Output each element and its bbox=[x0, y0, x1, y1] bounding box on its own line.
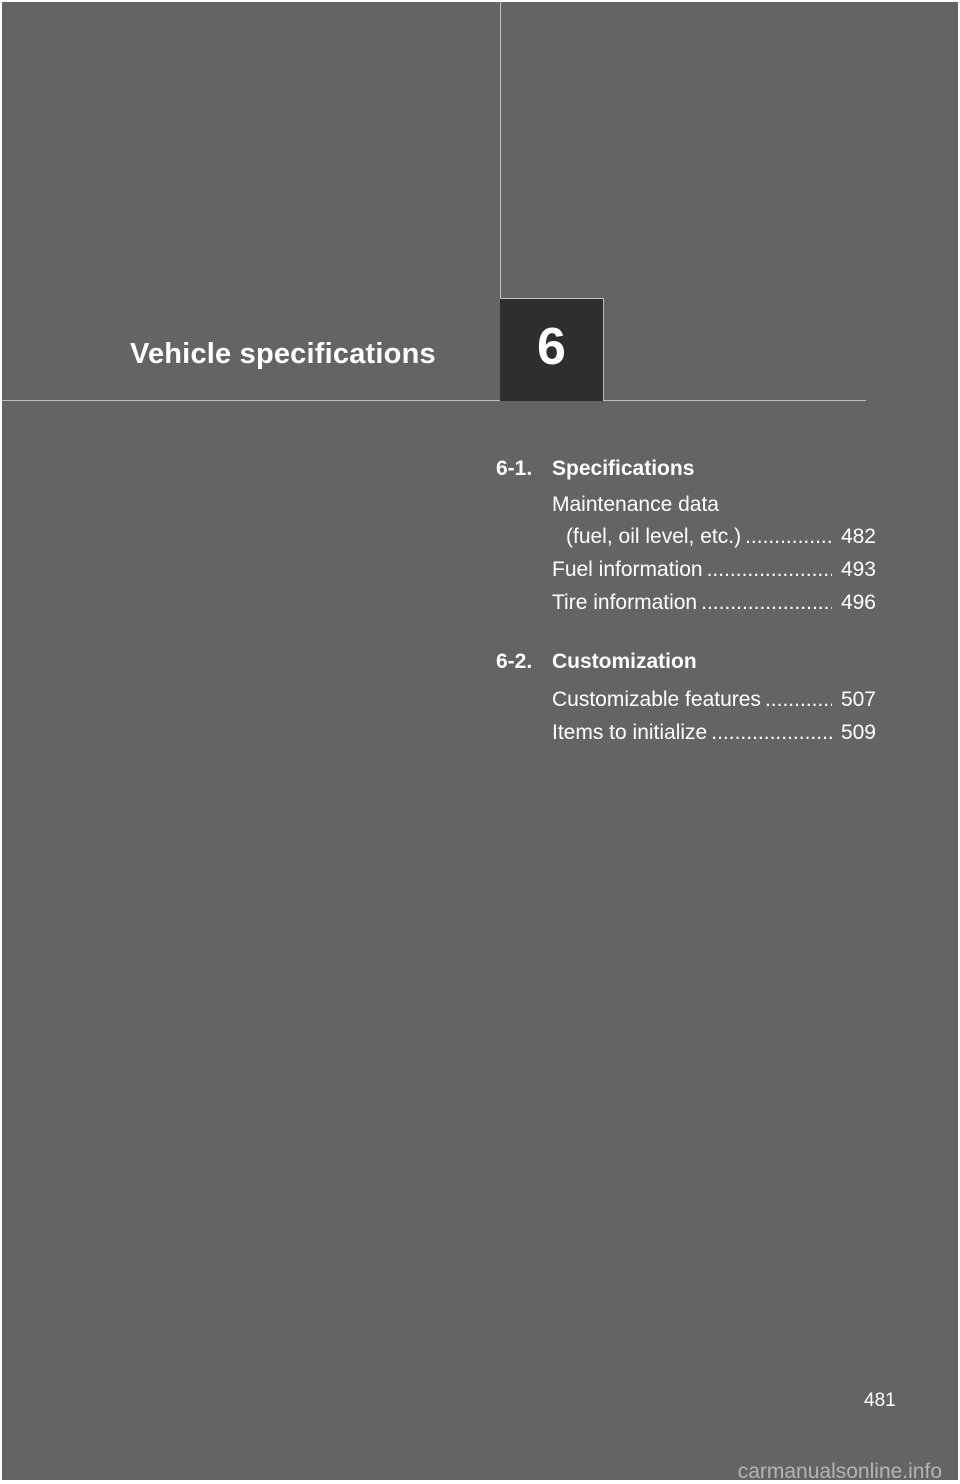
section-title: Customization bbox=[552, 650, 697, 673]
toc-entry-line[interactable]: Maintenance data bbox=[552, 493, 719, 516]
toc-entry-label: Fuel information bbox=[552, 558, 703, 581]
chapter-number: 6 bbox=[537, 318, 566, 376]
page-number: 481 bbox=[864, 1390, 896, 1411]
toc-entry[interactable] bbox=[552, 683, 876, 716]
toc-section-heading[interactable] bbox=[496, 454, 876, 484]
toc-entry[interactable] bbox=[552, 586, 876, 619]
watermark: carmanualsonline.info bbox=[737, 1460, 942, 1483]
toc-entry-page: 482 bbox=[840, 525, 876, 548]
toc-entry[interactable] bbox=[552, 553, 876, 586]
toc-entry[interactable] bbox=[552, 520, 876, 553]
section-number: 6-1. bbox=[496, 457, 533, 480]
chapter-title: Vehicle specifications bbox=[130, 338, 436, 370]
leader-dots bbox=[711, 716, 832, 749]
toc-entry[interactable] bbox=[552, 716, 876, 749]
leader-dots bbox=[701, 586, 832, 619]
toc-entry-page: 509 bbox=[840, 721, 876, 744]
toc-entry-page: 507 bbox=[840, 688, 876, 711]
toc-entry-label: Items to initialize bbox=[552, 721, 708, 744]
chapter-number-tab bbox=[500, 298, 604, 401]
leader-dots bbox=[765, 683, 832, 716]
toc-entry-label: Tire information bbox=[552, 591, 698, 614]
leader-dots bbox=[745, 520, 832, 553]
toc-entry-page: 493 bbox=[840, 558, 876, 581]
toc-entry-label: (fuel, oil level, etc.) bbox=[566, 525, 742, 548]
section-number: 6-2. bbox=[496, 650, 533, 673]
toc-section-heading[interactable] bbox=[496, 647, 876, 677]
horizontal-rule bbox=[2, 400, 866, 401]
toc-entry-label: Customizable features bbox=[552, 688, 761, 711]
table-of-contents bbox=[496, 454, 876, 749]
leader-dots bbox=[707, 553, 832, 586]
manual-page bbox=[2, 2, 958, 1480]
toc-entry-page: 496 bbox=[840, 591, 876, 614]
section-title: Specifications bbox=[552, 457, 695, 480]
